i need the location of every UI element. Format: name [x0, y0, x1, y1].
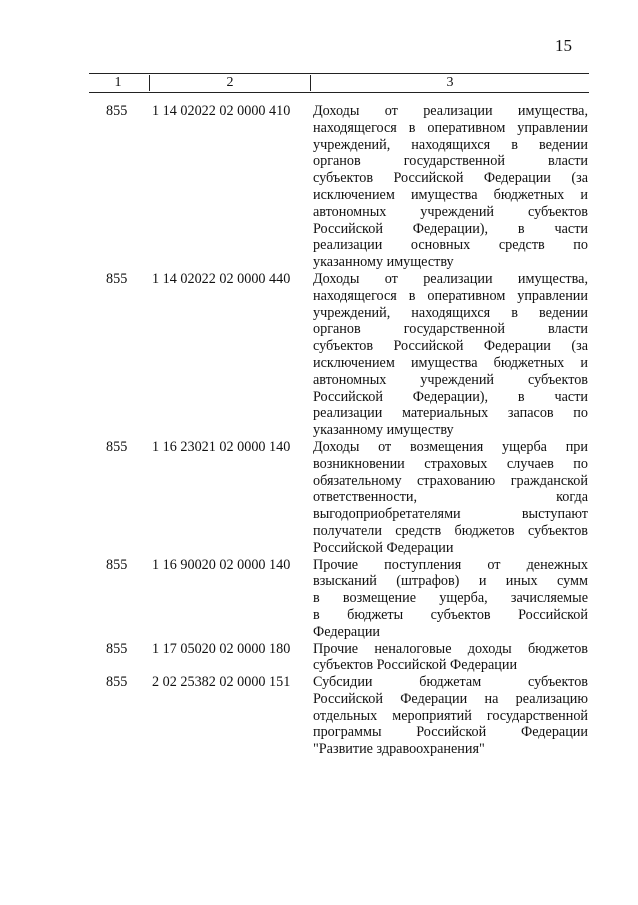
description-line: Российской Федерации), в части	[313, 388, 588, 405]
admin-code: 855	[106, 103, 128, 119]
budget-classification-code: 1 16 23021 02 0000 140	[152, 438, 291, 455]
description-line: взысканий (штрафов) и иных сумм	[313, 573, 588, 590]
description-line: Российской Федерации), в части	[313, 220, 588, 237]
description-line: реализации основных средств по	[313, 237, 588, 254]
admin-code: 855	[106, 556, 128, 573]
income-description	[313, 557, 588, 641]
description-line: возникновении страховых случаев по	[313, 455, 588, 472]
income-description	[313, 641, 588, 675]
header-col-2: 2	[149, 75, 311, 91]
admin-code: 855	[106, 270, 128, 287]
description-line: находящегося в оперативном управлении	[313, 119, 588, 136]
description-line: Субсидии бюджетам субъектов	[313, 674, 588, 691]
table-row	[89, 674, 589, 758]
budget-classification-code: 1 14 02022 02 0000 440	[152, 270, 291, 287]
description-line: субъектов Российской Федерации	[313, 657, 518, 674]
description-line: указанному имуществу	[313, 422, 454, 439]
description-line: Доходы от реализации имущества,	[313, 270, 588, 287]
description-line: учреждений, находящихся в ведении	[313, 304, 588, 321]
income-description	[313, 439, 588, 557]
table-row	[89, 557, 589, 641]
description-line: находящегося в оперативном управлении	[313, 287, 588, 304]
description-line: "Развитие здравоохранения"	[313, 741, 485, 758]
description-line: исключением имущества бюджетных и	[313, 354, 588, 371]
description-line: автономных учреждений субъектов	[313, 203, 588, 220]
description-line: выгодоприобретателями выступают	[313, 506, 588, 523]
table-row	[89, 641, 589, 675]
description-line: Российской Федерации на реализацию	[313, 690, 588, 707]
description-line: получатели средств бюджетов субъектов	[313, 522, 588, 539]
income-description	[313, 271, 588, 439]
description-line: Российской Федерации	[313, 539, 454, 556]
header-col-3: 3	[446, 75, 454, 90]
description-line: органов государственной власти	[313, 321, 588, 338]
income-description	[313, 103, 588, 271]
description-line: учреждений, находящихся в ведении	[313, 136, 588, 153]
description-line: Прочие поступления от денежных	[313, 556, 588, 573]
page-number: 15	[555, 36, 572, 55]
admin-code: 855	[106, 438, 128, 455]
description-line: Доходы от реализации имущества,	[313, 103, 588, 119]
admin-code: 855	[106, 640, 128, 657]
budget-classification-code: 1 17 05020 02 0000 180	[152, 640, 291, 657]
table-row	[89, 271, 589, 439]
table-row	[89, 439, 589, 557]
description-line: исключением имущества бюджетных и	[313, 186, 588, 203]
budget-classification-code: 1 16 90020 02 0000 140	[152, 556, 291, 573]
table-body	[89, 103, 589, 758]
table-header	[89, 73, 589, 93]
description-line: программы Российской Федерации	[313, 724, 588, 741]
description-line: субъектов Российской Федерации (за	[313, 170, 588, 187]
description-line: указанному имуществу	[313, 254, 454, 271]
description-line: автономных учреждений субъектов	[313, 371, 588, 388]
description-line: в бюджеты субъектов Российской	[313, 606, 588, 623]
description-line: субъектов Российской Федерации (за	[313, 338, 588, 355]
income-description	[313, 674, 588, 758]
description-line: реализации материальных запасов по	[313, 405, 588, 422]
description-line: Федерации	[313, 623, 381, 640]
admin-code: 855	[106, 674, 128, 691]
description-line: органов государственной власти	[313, 153, 588, 170]
budget-classification-code: 1 14 02022 02 0000 410	[152, 103, 291, 119]
table-row	[89, 103, 589, 271]
budget-classification-code: 2 02 25382 02 0000 151	[152, 674, 291, 691]
description-line: Доходы от возмещения ущерба при	[313, 438, 588, 455]
header-col-1: 1	[114, 75, 122, 90]
description-line: Прочие неналоговые доходы бюджетов	[313, 640, 588, 657]
description-line: в возмещение ущерба, зачисляемые	[313, 590, 588, 607]
description-line: ответственности, когда	[313, 489, 588, 506]
description-line: отдельных мероприятий государственной	[313, 707, 588, 724]
description-line: обязательному страхованию гражданской	[313, 472, 588, 489]
